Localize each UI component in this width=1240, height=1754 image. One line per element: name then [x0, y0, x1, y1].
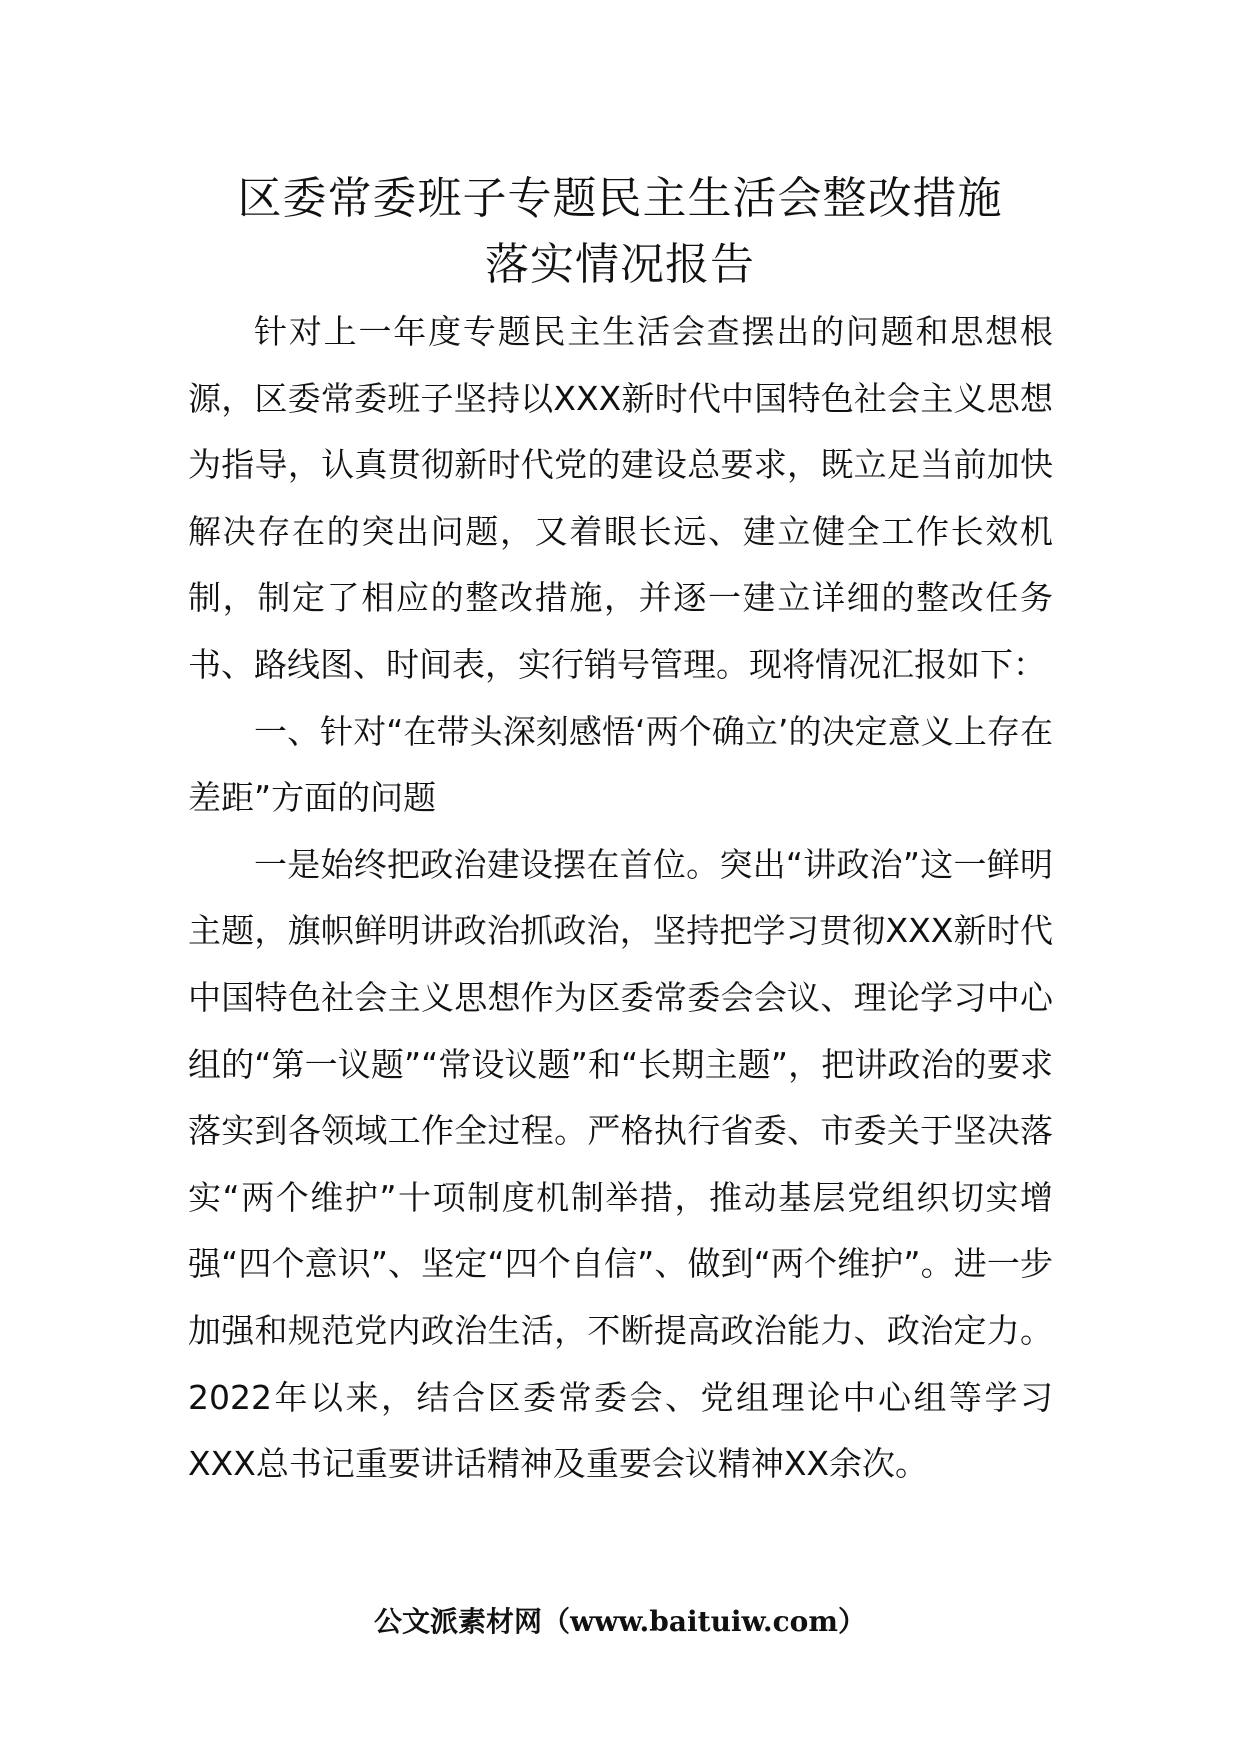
- intro-paragraph: 针对上一年度专题民主生活会查摆出的问题和思想根源，区委常委班子坚持以XXX新时代中国特色社会主义思想为指导，认真贯彻新时代党的建设总要求，既立足当前加快解决存在的突出问题，又着眼长远、建立健全工作长效机制，制定了相应的整改措施，并逐一建立详细的整改任务书、路线图、时间表，实行销号管理。现将情况汇报如下：: [188, 312, 1053, 684]
- document-title-line-2: 落实情况报告: [485, 239, 755, 290]
- body-paragraph-1: 一是始终把政治建设摆在首位。突出“讲政治”这一鲜明主题，旗帜鲜明讲政治抓政治，坚持把学习贯彻XXX新时代中国特色社会主义思想作为区委常委会会议、理论学习中心组的“第一议题”“常设议题”和“长期主题”，把讲政治的要求落实到各领域工作全过程。严格执行省委、市委关于坚决落实“两个维护”十项制度机制举措，推动基层党组织切实增强“四个意识”、坚定“四个自信”、做到“两个维护”。进一步加强和规范党内政治生活，不断提高政治能力、政治定力。2022年以来，结合区委常委会、党组理论中心组等学习XXX总书记重要讲话精神及重要会议精神XX余次。: [188, 844, 1053, 1484]
- document-title-line-1: 区委常委班子专题民主生活会整改措施: [237, 173, 1003, 224]
- footer-watermark: 公文派素材网（www.baituiw.com）: [374, 1605, 866, 1638]
- section-heading-1: 一、针对“在带头深刻感悟‘两个确立’的决定意义上存在差距”方面的问题: [188, 711, 1053, 818]
- document-body: [188, 299, 1053, 1498]
